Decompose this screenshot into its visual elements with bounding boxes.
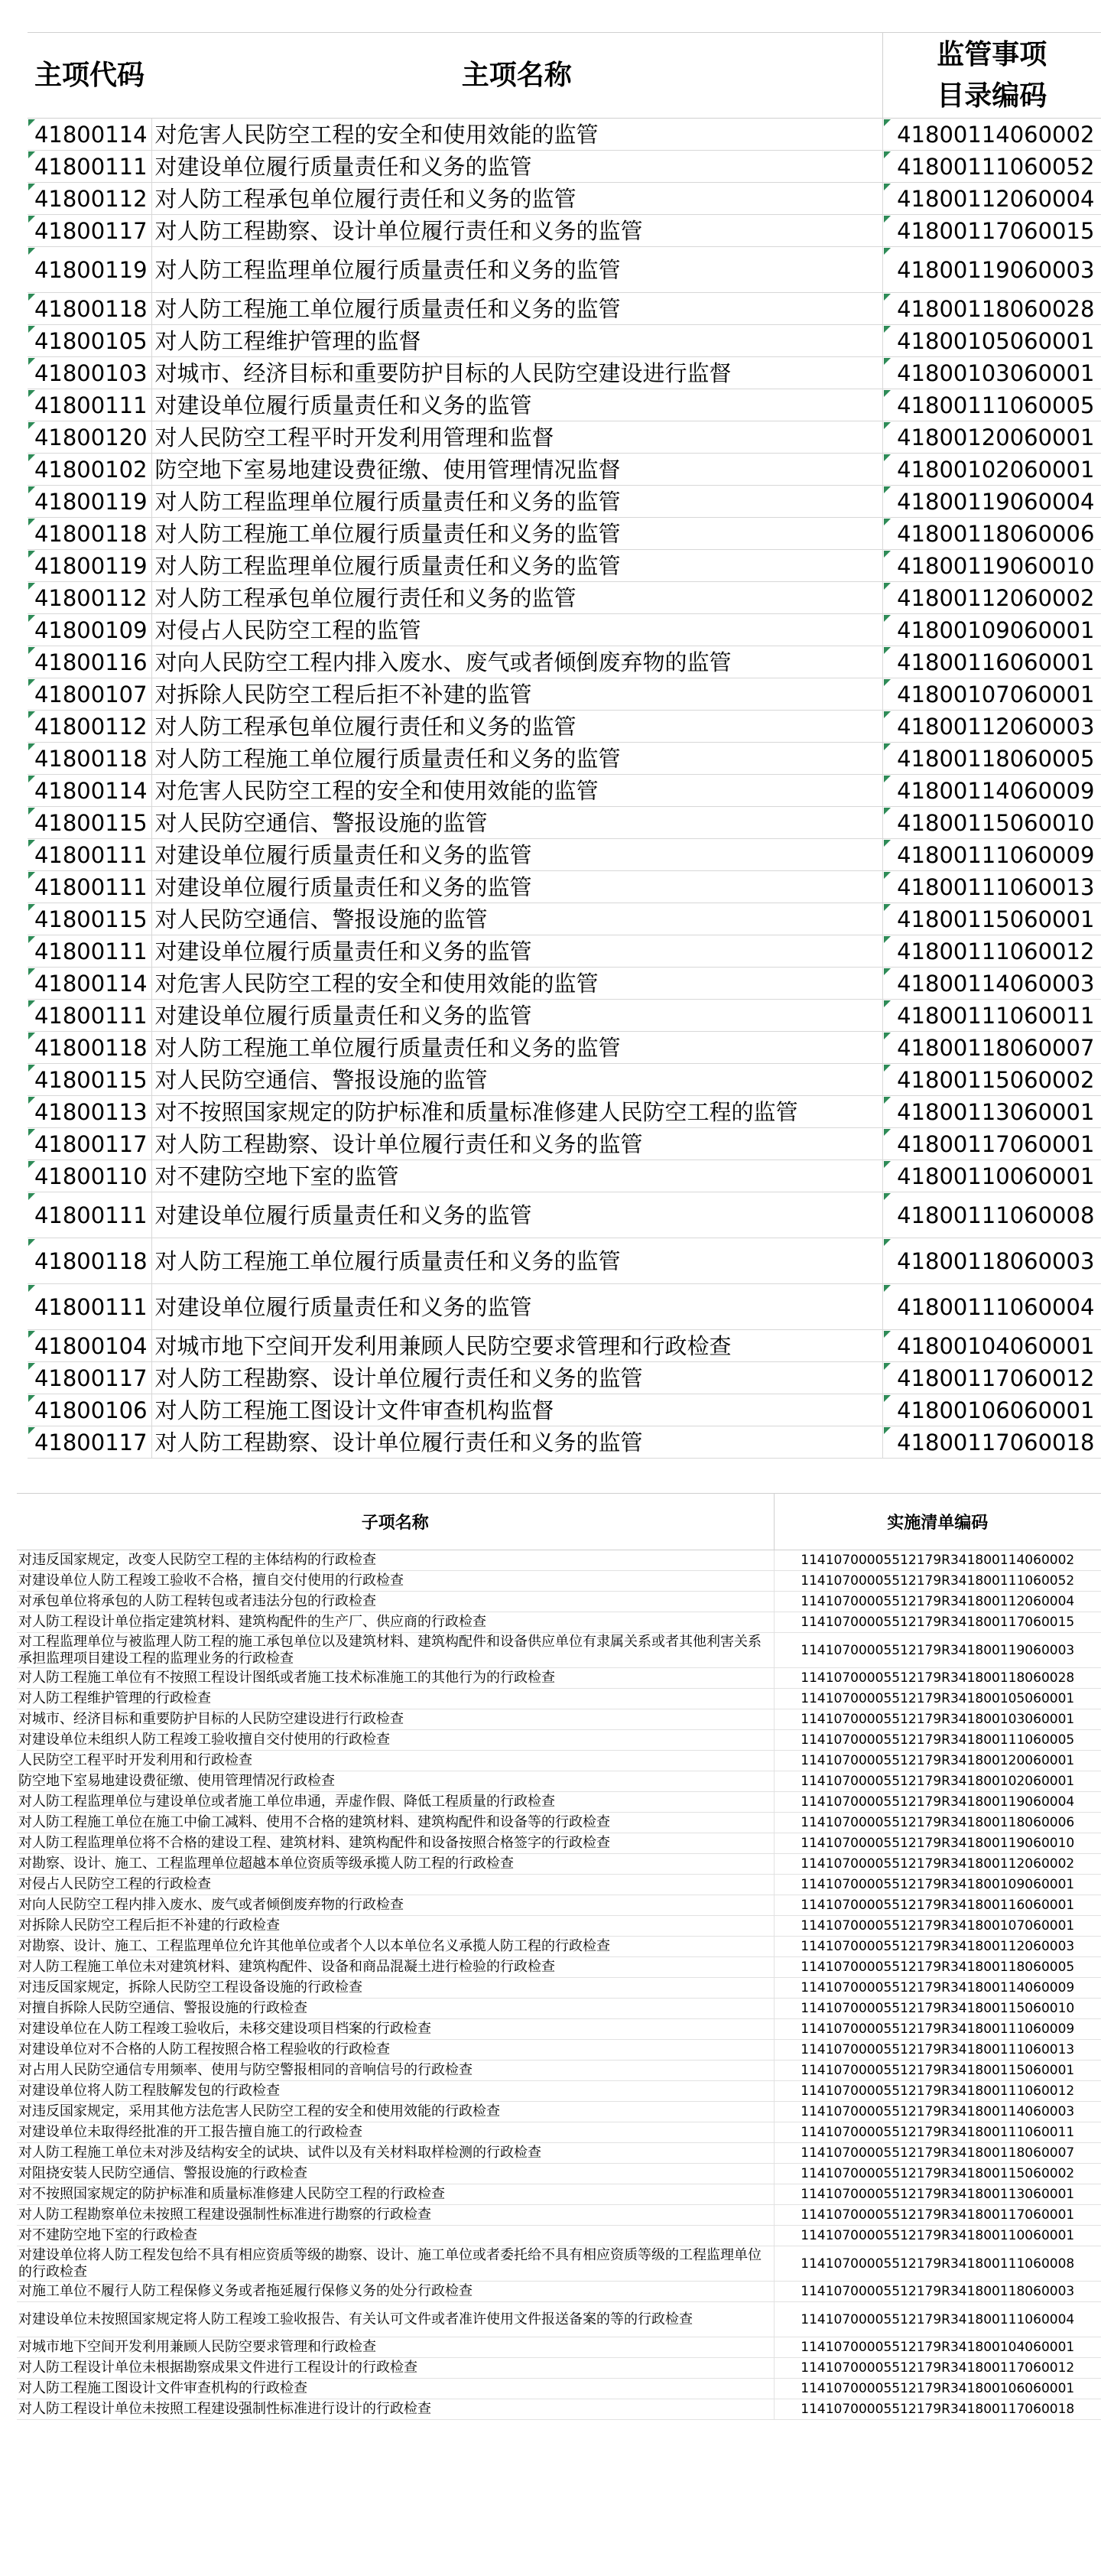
main-code-cell: 41800119 [28, 486, 151, 518]
table-row [17, 1709, 1101, 1730]
header-catalog-line2: 目录编码 [937, 80, 1047, 112]
table-row [17, 1937, 1101, 1957]
main-code-cell: 41800111 [28, 389, 151, 421]
table-row [17, 2040, 1101, 2060]
table-row [17, 2122, 1101, 2143]
main-code-cell: 41800112 [28, 183, 151, 215]
table-row [28, 119, 1101, 151]
table-row [17, 1633, 1101, 1668]
main-name-cell: 对城市地下空间开发利用兼顾人民防空要求管理和行政检查 [151, 1330, 882, 1362]
main-name-cell: 对人防工程施工单位履行质量责任和义务的监管 [151, 1032, 882, 1064]
table-row [28, 582, 1101, 614]
impl-code-cell: 11410700005512179R341800111060005 [774, 1730, 1101, 1751]
table-row [17, 2246, 1101, 2282]
sub-name-cell: 对人防工程设计单位指定建筑材料、建筑构配件的生产厂、供应商的行政检查 [17, 1612, 774, 1633]
table-row [28, 357, 1101, 389]
main-code-cell: 41800105 [28, 325, 151, 357]
sub-name-cell: 对阻挠安装人民防空通信、警报设施的行政检查 [17, 2164, 774, 2184]
sub-name-cell: 对违反国家规定，采用其他方法危害人民防空工程的安全和使用效能的行政检查 [17, 2102, 774, 2122]
main-name-cell: 防空地下室易地建设费征缴、使用管理情况监督 [151, 454, 882, 486]
catalog-code-cell: 41800118060005 [882, 743, 1101, 775]
impl-code-cell: 11410700005512179R341800111060008 [774, 2246, 1101, 2282]
sub-name-cell: 对建设单位在人防工程竣工验收后，未移交建设项目档案的行政检查 [17, 2019, 774, 2040]
catalog-code-cell: 41800120060001 [882, 421, 1101, 454]
table-row [28, 807, 1101, 839]
impl-code-cell: 11410700005512179R341800118060007 [774, 2143, 1101, 2164]
table-row [28, 1284, 1101, 1330]
table-row [17, 2205, 1101, 2226]
sub-name-cell: 对建设单位未组织人防工程竣工验收擅自交付使用的行政检查 [17, 1730, 774, 1751]
main-code-cell: 41800111 [28, 1284, 151, 1330]
sub-item-table [17, 1493, 1101, 2420]
impl-code-cell: 11410700005512179R341800111060013 [774, 2040, 1101, 2060]
sub-name-cell: 对建设单位对不合格的人防工程按照合格工程验收的行政检查 [17, 2040, 774, 2060]
impl-code-cell: 11410700005512179R341800111060009 [774, 2019, 1101, 2040]
catalog-code-cell: 41800118060006 [882, 518, 1101, 550]
sub-name-cell: 对建设单位将人防工程发包给不具有相应资质等级的勘察、设计、施工单位或者委托给不具有相应资质等级的工程监理单位的行政检查 [17, 2246, 774, 2282]
sub-name-cell: 对勘察、设计、施工、工程监理单位允许其他单位或者个人以本单位名义承揽人防工程的行政检查 [17, 1937, 774, 1957]
main-code-cell: 41800118 [28, 1238, 151, 1284]
table-row [28, 1426, 1101, 1459]
main-name-cell: 对人民防空通信、警报设施的监管 [151, 807, 882, 839]
main-code-cell: 41800114 [28, 968, 151, 1000]
table-row [28, 421, 1101, 454]
main-name-cell: 对建设单位履行质量责任和义务的监管 [151, 389, 882, 421]
sub-name-cell: 防空地下室易地建设费征缴、使用管理情况行政检查 [17, 1771, 774, 1792]
table-row [28, 839, 1101, 871]
sub-name-cell: 对人防工程勘察单位未按照工程建设强制性标准进行勘察的行政检查 [17, 2205, 774, 2226]
table-row [17, 1571, 1101, 1592]
impl-code-cell: 11410700005512179R341800115060002 [774, 2164, 1101, 2184]
main-name-cell: 对不按照国家规定的防护标准和质量标准修建人民防空工程的监管 [151, 1096, 882, 1128]
catalog-code-cell: 41800115060010 [882, 807, 1101, 839]
impl-code-cell: 11410700005512179R341800111060004 [774, 2302, 1101, 2337]
main-name-cell: 对人民防空工程平时开发利用管理和监督 [151, 421, 882, 454]
sub-name-cell: 对人防工程施工图设计文件审查机构的行政检查 [17, 2379, 774, 2399]
main-name-cell: 对危害人民防空工程的安全和使用效能的监管 [151, 775, 882, 807]
catalog-code-cell: 41800115060002 [882, 1064, 1101, 1096]
main-name-cell: 对人防工程监理单位履行质量责任和义务的监管 [151, 486, 882, 518]
catalog-code-cell: 41800112060004 [882, 183, 1101, 215]
impl-code-cell: 11410700005512179R341800119060003 [774, 1633, 1101, 1668]
table-row [17, 2019, 1101, 2040]
main-code-cell: 41800114 [28, 119, 151, 151]
main-name-cell: 对建设单位履行质量责任和义务的监管 [151, 935, 882, 968]
sub-name-cell: 对不建防空地下室的行政检查 [17, 2226, 774, 2246]
catalog-code-cell: 41800104060001 [882, 1330, 1101, 1362]
table-row [17, 2184, 1101, 2205]
main-name-cell: 对人防工程维护管理的监督 [151, 325, 882, 357]
table-row [17, 2379, 1101, 2399]
table-row [28, 678, 1101, 711]
table-row [28, 215, 1101, 247]
catalog-code-cell: 41800106060001 [882, 1394, 1101, 1426]
table-row [28, 1032, 1101, 1064]
catalog-code-cell: 41800119060004 [882, 486, 1101, 518]
table-row [17, 2060, 1101, 2081]
impl-code-cell: 11410700005512179R341800109060001 [774, 1875, 1101, 1895]
main-name-cell: 对人防工程施工单位履行质量责任和义务的监管 [151, 518, 882, 550]
table-row [28, 711, 1101, 743]
catalog-code-cell: 41800111060009 [882, 839, 1101, 871]
sub-name-cell: 对勘察、设计、施工、工程监理单位超越本单位资质等级承揽人防工程的行政检查 [17, 1854, 774, 1875]
table-row [28, 1192, 1101, 1238]
main-code-cell: 41800111 [28, 1192, 151, 1238]
table-row [17, 2358, 1101, 2379]
table-row [28, 614, 1101, 646]
table-row [28, 935, 1101, 968]
table-row [28, 743, 1101, 775]
table-row [17, 1833, 1101, 1854]
header-catalog-line1: 监管事项 [937, 38, 1047, 70]
sub-name-cell: 对人防工程施工单位未对涉及结构安全的试块、试件以及有关材料取样检测的行政检查 [17, 2143, 774, 2164]
main-code-cell: 41800115 [28, 903, 151, 935]
table-row [28, 550, 1101, 582]
impl-code-cell: 11410700005512179R341800111060052 [774, 1571, 1101, 1592]
main-name-cell: 对人防工程监理单位履行质量责任和义务的监管 [151, 550, 882, 582]
main-code-cell: 41800114 [28, 775, 151, 807]
table-row [28, 903, 1101, 935]
catalog-code-cell: 41800111060005 [882, 389, 1101, 421]
sub-name-cell: 对人防工程维护管理的行政检查 [17, 1689, 774, 1709]
sub-item-body [17, 1550, 1101, 2420]
main-code-cell: 41800118 [28, 743, 151, 775]
main-name-cell: 对人防工程勘察、设计单位履行责任和义务的监管 [151, 1362, 882, 1394]
main-item-body [28, 119, 1101, 1459]
table-row [28, 1394, 1101, 1426]
table-row [28, 646, 1101, 678]
catalog-code-cell: 41800114060002 [882, 119, 1101, 151]
main-code-cell: 41800106 [28, 1394, 151, 1426]
main-code-cell: 41800115 [28, 807, 151, 839]
main-name-cell: 对人民防空通信、警报设施的监管 [151, 1064, 882, 1096]
sub-name-cell: 对违反国家规定，改变人民防空工程的主体结构的行政检查 [17, 1550, 774, 1571]
impl-code-cell: 11410700005512179R341800118060006 [774, 1813, 1101, 1833]
impl-code-cell: 11410700005512179R341800120060001 [774, 1751, 1101, 1771]
impl-code-cell: 11410700005512179R341800115060010 [774, 1999, 1101, 2019]
sub-name-cell: 对施工单位不履行人防工程保修义务或者拖延履行保修义务的处分行政检查 [17, 2282, 774, 2302]
table-row [17, 1916, 1101, 1937]
sub-name-cell: 人民防空工程平时开发利用和行政检查 [17, 1751, 774, 1771]
table-row [17, 1668, 1101, 1689]
main-code-cell: 41800111 [28, 871, 151, 903]
table-row [28, 1362, 1101, 1394]
catalog-code-cell: 41800111060004 [882, 1284, 1101, 1330]
main-name-cell: 对建设单位履行质量责任和义务的监管 [151, 1000, 882, 1032]
sub-name-cell: 对建设单位未按照国家规定将人防工程竣工验收报告、有关认可文件或者准许使用文件报送备案的等的行政检查 [17, 2302, 774, 2337]
table-row [17, 1689, 1101, 1709]
sub-name-cell: 对建设单位人防工程竣工验收不合格，擅自交付使用的行政检查 [17, 1571, 774, 1592]
table-row [17, 1957, 1101, 1978]
table-row [28, 1000, 1101, 1032]
impl-code-cell: 11410700005512179R341800104060001 [774, 2337, 1101, 2358]
main-name-cell: 对侵占人民防空工程的监管 [151, 614, 882, 646]
catalog-code-cell: 41800118060003 [882, 1238, 1101, 1284]
header-sub-name: 子项名称 [17, 1494, 774, 1550]
main-name-cell: 对人防工程施工单位履行质量责任和义务的监管 [151, 293, 882, 325]
impl-code-cell: 11410700005512179R341800112060003 [774, 1937, 1101, 1957]
impl-code-cell: 11410700005512179R341800118060003 [774, 2282, 1101, 2302]
table-row [28, 1330, 1101, 1362]
main-name-cell: 对人防工程勘察、设计单位履行责任和义务的监管 [151, 1128, 882, 1160]
table-row [17, 1550, 1101, 1571]
main-code-cell: 41800113 [28, 1096, 151, 1128]
sub-name-cell: 对擅自拆除人民防空通信、警报设施的行政检查 [17, 1999, 774, 2019]
impl-code-cell: 11410700005512179R341800110060001 [774, 2226, 1101, 2246]
main-code-cell: 41800110 [28, 1160, 151, 1192]
sub-item-header-row [17, 1494, 1101, 1550]
catalog-code-cell: 41800111060052 [882, 151, 1101, 183]
main-name-cell: 对人民防空通信、警报设施的监管 [151, 903, 882, 935]
table-row [17, 1751, 1101, 1771]
table-row [17, 1978, 1101, 1999]
sub-name-cell: 对建设单位未取得经批准的开工报告擅自施工的行政检查 [17, 2122, 774, 2143]
main-code-cell: 41800118 [28, 518, 151, 550]
table-row [17, 1771, 1101, 1792]
table-row [28, 293, 1101, 325]
sub-name-cell: 对人防工程监理单位将不合格的建设工程、建筑材料、建筑构配件和设备按照合格签字的行政检查 [17, 1833, 774, 1854]
impl-code-cell: 11410700005512179R341800103060001 [774, 1709, 1101, 1730]
catalog-code-cell: 41800111060012 [882, 935, 1101, 968]
sub-name-cell: 对向人民防空工程内排入废水、废气或者倾倒废弃物的行政检查 [17, 1895, 774, 1916]
main-name-cell: 对危害人民防空工程的安全和使用效能的监管 [151, 968, 882, 1000]
table-row [17, 1999, 1101, 2019]
impl-code-cell: 11410700005512179R341800117060018 [774, 2399, 1101, 2420]
table-row [28, 1064, 1101, 1096]
catalog-code-cell: 41800119060010 [882, 550, 1101, 582]
table-row [17, 1612, 1101, 1633]
sub-name-cell: 对拆除人民防空工程后拒不补建的行政检查 [17, 1916, 774, 1937]
sub-name-cell: 对人防工程施工单位未对建筑材料、建筑构配件、设备和商品混凝土进行检验的行政检查 [17, 1957, 774, 1978]
catalog-code-cell: 41800115060001 [882, 903, 1101, 935]
main-name-cell: 对人防工程勘察、设计单位履行责任和义务的监管 [151, 1426, 882, 1459]
impl-code-cell: 11410700005512179R341800119060004 [774, 1792, 1101, 1813]
sub-name-cell: 对人防工程施工单位有不按照工程设计图纸或者施工技术标准施工的其他行为的行政检查 [17, 1668, 774, 1689]
main-name-cell: 对建设单位履行质量责任和义务的监管 [151, 1192, 882, 1238]
table-row [17, 2399, 1101, 2420]
impl-code-cell: 11410700005512179R341800119060010 [774, 1833, 1101, 1854]
impl-code-cell: 11410700005512179R341800117060015 [774, 1612, 1101, 1633]
main-name-cell: 对建设单位履行质量责任和义务的监管 [151, 1284, 882, 1330]
sub-name-cell: 对城市地下空间开发利用兼顾人民防空要求管理和行政检查 [17, 2337, 774, 2358]
catalog-code-cell: 41800118060007 [882, 1032, 1101, 1064]
main-code-cell: 41800117 [28, 1128, 151, 1160]
impl-code-cell: 11410700005512179R341800114060009 [774, 1978, 1101, 1999]
impl-code-cell: 11410700005512179R341800116060001 [774, 1895, 1101, 1916]
impl-code-cell: 11410700005512179R341800114060002 [774, 1550, 1101, 1571]
sub-name-cell: 对不按照国家规定的防护标准和质量标准修建人民防空工程的行政检查 [17, 2184, 774, 2205]
main-name-cell: 对危害人民防空工程的安全和使用效能的监管 [151, 119, 882, 151]
main-name-cell: 对人防工程承包单位履行责任和义务的监管 [151, 711, 882, 743]
table-row [17, 1730, 1101, 1751]
catalog-code-cell: 41800107060001 [882, 678, 1101, 711]
table-row [28, 454, 1101, 486]
table-row [17, 2282, 1101, 2302]
main-code-cell: 41800111 [28, 151, 151, 183]
sub-name-cell: 对人防工程监理单位与建设单位或者施工单位串通，弄虚作假、降低工程质量的行政检查 [17, 1792, 774, 1813]
main-item-table [28, 32, 1101, 1459]
table-row [28, 518, 1101, 550]
catalog-code-cell: 41800117060015 [882, 215, 1101, 247]
main-name-cell: 对向人民防空工程内排入废水、废气或者倾倒废弃物的监管 [151, 646, 882, 678]
impl-code-cell: 11410700005512179R341800107060001 [774, 1916, 1101, 1937]
table-row [17, 1875, 1101, 1895]
table-row [17, 1792, 1101, 1813]
impl-code-cell: 11410700005512179R341800102060001 [774, 1771, 1101, 1792]
main-name-cell: 对人防工程监理单位履行质量责任和义务的监管 [151, 247, 882, 293]
main-name-cell: 对人防工程施工图设计文件审查机构监督 [151, 1394, 882, 1426]
sub-name-cell: 对违反国家规定，拆除人民防空工程设备设施的行政检查 [17, 1978, 774, 1999]
main-code-cell: 41800112 [28, 711, 151, 743]
main-code-cell: 41800119 [28, 247, 151, 293]
table-row [17, 2164, 1101, 2184]
catalog-code-cell: 41800112060002 [882, 582, 1101, 614]
catalog-code-cell: 41800111060008 [882, 1192, 1101, 1238]
catalog-code-cell: 41800118060028 [882, 293, 1101, 325]
main-code-cell: 41800118 [28, 293, 151, 325]
sub-name-cell: 对工程监理单位与被监理人防工程的施工承包单位以及建筑材料、建筑构配件和设备供应单位有隶属关系或者其他利害关系承担监理项目建设工程的监理业务的行政检查 [17, 1633, 774, 1668]
catalog-code-cell: 41800114060009 [882, 775, 1101, 807]
impl-code-cell: 11410700005512179R341800105060001 [774, 1689, 1101, 1709]
impl-code-cell: 11410700005512179R341800112060004 [774, 1592, 1101, 1612]
table-row [17, 1895, 1101, 1916]
impl-code-cell: 11410700005512179R341800117060012 [774, 2358, 1101, 2379]
catalog-code-cell: 41800109060001 [882, 614, 1101, 646]
main-code-cell: 41800120 [28, 421, 151, 454]
main-code-cell: 41800112 [28, 582, 151, 614]
table-row [28, 1096, 1101, 1128]
table-row [17, 2337, 1101, 2358]
main-code-cell: 41800103 [28, 357, 151, 389]
header-main-name: 主项名称 [151, 33, 882, 119]
sub-name-cell: 对人防工程施工单位在施工中偷工减料、使用不合格的建筑材料、建筑构配件和设备等的行政检查 [17, 1813, 774, 1833]
catalog-code-cell: 41800112060003 [882, 711, 1101, 743]
main-code-cell: 41800117 [28, 1426, 151, 1459]
impl-code-cell: 11410700005512179R341800117060001 [774, 2205, 1101, 2226]
table-row [17, 2143, 1101, 2164]
table-row [28, 151, 1101, 183]
catalog-code-cell: 41800117060018 [882, 1426, 1101, 1459]
main-code-cell: 41800117 [28, 1362, 151, 1394]
catalog-code-cell: 41800113060001 [882, 1096, 1101, 1128]
main-code-cell: 41800102 [28, 454, 151, 486]
main-name-cell: 对人防工程施工单位履行质量责任和义务的监管 [151, 1238, 882, 1284]
table-row [28, 775, 1101, 807]
impl-code-cell: 11410700005512179R341800115060001 [774, 2060, 1101, 2081]
main-code-cell: 41800111 [28, 1000, 151, 1032]
sub-name-cell: 对人防工程设计单位未按照工程建设强制性标准进行设计的行政检查 [17, 2399, 774, 2420]
sub-name-cell: 对占用人民防空通信专用频率、使用与防空警报相同的音响信号的行政检查 [17, 2060, 774, 2081]
table-row [17, 1854, 1101, 1875]
impl-code-cell: 11410700005512179R341800114060003 [774, 2102, 1101, 2122]
main-code-cell: 41800116 [28, 646, 151, 678]
impl-code-cell: 11410700005512179R341800118060028 [774, 1668, 1101, 1689]
table-row [28, 1128, 1101, 1160]
impl-code-cell: 11410700005512179R341800111060011 [774, 2122, 1101, 2143]
header-main-code: 主项代码 [28, 33, 151, 119]
main-code-cell: 41800118 [28, 1032, 151, 1064]
catalog-code-cell: 41800114060003 [882, 968, 1101, 1000]
sub-name-cell: 对承包单位将承包的人防工程转包或者违法分包的行政检查 [17, 1592, 774, 1612]
main-code-cell: 41800117 [28, 215, 151, 247]
main-code-cell: 41800107 [28, 678, 151, 711]
catalog-code-cell: 41800119060003 [882, 247, 1101, 293]
main-name-cell: 对不建防空地下室的监管 [151, 1160, 882, 1192]
impl-code-cell: 11410700005512179R341800112060002 [774, 1854, 1101, 1875]
catalog-code-cell: 41800116060001 [882, 646, 1101, 678]
table-row [17, 2302, 1101, 2337]
table-row [28, 325, 1101, 357]
main-name-cell: 对建设单位履行质量责任和义务的监管 [151, 871, 882, 903]
impl-code-cell: 11410700005512179R341800118060005 [774, 1957, 1101, 1978]
header-impl-code: 实施清单编码 [774, 1494, 1101, 1550]
table-row [28, 968, 1101, 1000]
catalog-code-cell: 41800111060013 [882, 871, 1101, 903]
main-name-cell: 对人防工程勘察、设计单位履行责任和义务的监管 [151, 215, 882, 247]
main-code-cell: 41800115 [28, 1064, 151, 1096]
sub-name-cell: 对建设单位将人防工程肢解发包的行政检查 [17, 2081, 774, 2102]
table-row [17, 1813, 1101, 1833]
catalog-code-cell: 41800105060001 [882, 325, 1101, 357]
main-code-cell: 41800109 [28, 614, 151, 646]
catalog-code-cell: 41800110060001 [882, 1160, 1101, 1192]
table-row [17, 1592, 1101, 1612]
main-code-cell: 41800111 [28, 935, 151, 968]
main-name-cell: 对人防工程承包单位履行责任和义务的监管 [151, 582, 882, 614]
main-name-cell: 对拆除人民防空工程后拒不补建的监管 [151, 678, 882, 711]
table-row [28, 389, 1101, 421]
table-row [17, 2226, 1101, 2246]
table-row [28, 871, 1101, 903]
main-code-cell: 41800119 [28, 550, 151, 582]
main-name-cell: 对人防工程施工单位履行质量责任和义务的监管 [151, 743, 882, 775]
main-name-cell: 对建设单位履行质量责任和义务的监管 [151, 839, 882, 871]
catalog-code-cell: 41800117060012 [882, 1362, 1101, 1394]
table-row [28, 486, 1101, 518]
table-row [17, 2102, 1101, 2122]
table-row [28, 183, 1101, 215]
impl-code-cell: 11410700005512179R341800111060012 [774, 2081, 1101, 2102]
catalog-code-cell: 41800102060001 [882, 454, 1101, 486]
catalog-code-cell: 41800111060011 [882, 1000, 1101, 1032]
header-catalog-code [882, 33, 1101, 119]
table-row [28, 247, 1101, 293]
main-name-cell: 对人防工程承包单位履行责任和义务的监管 [151, 183, 882, 215]
impl-code-cell: 11410700005512179R341800113060001 [774, 2184, 1101, 2205]
sub-name-cell: 对城市、经济目标和重要防护目标的人民防空建设进行行政检查 [17, 1709, 774, 1730]
table-row [28, 1160, 1101, 1192]
sub-name-cell: 对侵占人民防空工程的行政检查 [17, 1875, 774, 1895]
main-name-cell: 对建设单位履行质量责任和义务的监管 [151, 151, 882, 183]
main-code-cell: 41800104 [28, 1330, 151, 1362]
impl-code-cell: 11410700005512179R341800106060001 [774, 2379, 1101, 2399]
sub-name-cell: 对人防工程设计单位未根据勘察成果文件进行工程设计的行政检查 [17, 2358, 774, 2379]
main-name-cell: 对城市、经济目标和重要防护目标的人民防空建设进行监督 [151, 357, 882, 389]
table-row [28, 1238, 1101, 1284]
table-row [17, 2081, 1101, 2102]
catalog-code-cell: 41800117060001 [882, 1128, 1101, 1160]
main-item-header-row [28, 33, 1101, 119]
catalog-code-cell: 41800103060001 [882, 357, 1101, 389]
main-code-cell: 41800111 [28, 839, 151, 871]
